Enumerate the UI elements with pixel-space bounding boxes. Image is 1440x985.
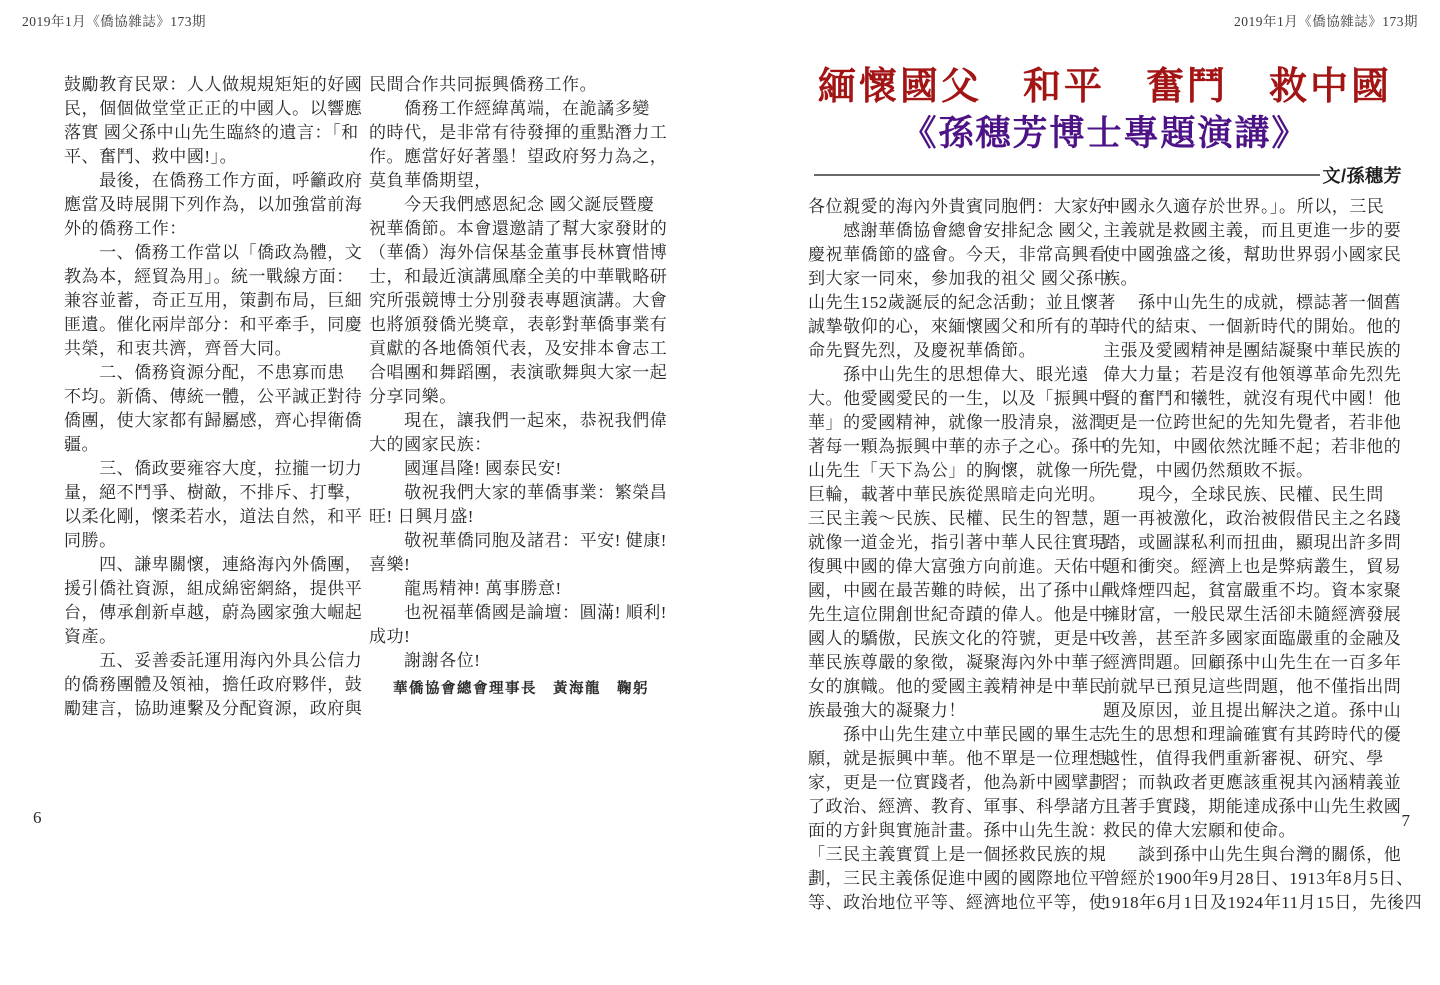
text-line: 時代的結束、一個新時代的開始。他的: [1103, 317, 1402, 336]
text-line: 現在，讓我們一起來，恭祝我們偉: [369, 411, 668, 430]
left-page-column-2: [369, 73, 671, 673]
text-line: 落實 國父孫中山先生臨終的遺言：「和: [64, 123, 359, 142]
text-line: 感謝華僑協會總會安排紀念 國父，: [808, 221, 1112, 240]
text-line: 習；而執政者更應該重視其內涵精義並: [1103, 773, 1402, 792]
text-line: 主張及愛國精神是團結凝聚中華民族的: [1103, 341, 1402, 360]
text-line: 究所張競博士分別發表專題演講。大會: [369, 291, 668, 310]
text-line: 旺! 日興月盛!: [369, 507, 474, 526]
text-line: 貢獻的各地僑領代表，及安排本會志工: [369, 339, 668, 358]
text-line: 以柔化剛，懷柔若水，道法自然，和平: [64, 507, 363, 526]
chairman-signature: 華僑協會總會理事長 黃海龍 鞠躬: [393, 681, 649, 697]
text-line: 也祝福華僑國是論壇：圓滿! 順利!: [369, 603, 668, 622]
text-line: 各位親愛的海內外貴賓同胞們：大家好!: [808, 197, 1113, 216]
text-line: 願，就是振興中華。他不單是一位理想: [808, 749, 1107, 768]
text-line: 先生的思想和理論確實有其跨時代的優: [1103, 725, 1402, 744]
text-line: 四、謙卑關懷，連絡海內外僑團，: [64, 555, 363, 574]
text-line: 疆。: [64, 435, 100, 454]
text-line: 大的國家民族：: [369, 435, 492, 454]
text-line: 1918年6月1日及1924年11月15日，先後四: [1103, 893, 1423, 912]
text-line: 前就早已預見這些問題，他不僅指出問: [1103, 677, 1402, 696]
text-line: 主義就是救國主義，而且更進一步的要: [1103, 221, 1402, 240]
text-line: 兼容並蓄，奇正互用，策劃布局，巨細: [64, 291, 363, 310]
text-line: 先覺，中國仍然頹敗不振。: [1103, 461, 1314, 480]
byline-author: 文/孫穗芳: [1322, 166, 1402, 186]
text-line: 使中國強盛之後，幫助世界弱小國家民: [1103, 245, 1402, 264]
text-line: 合唱團和舞蹈團，表演歌舞與大家一起: [369, 363, 668, 382]
text-line: 華」的愛國精神，就像一股清泉，滋潤: [808, 413, 1107, 432]
text-line: 僑務工作經緯萬端，在詭譎多變: [369, 99, 650, 118]
text-line: 題一再被激化，政治被假借民主之名踐: [1103, 509, 1402, 528]
article-title-sub: 《孫穗芳博士專題演講》: [901, 114, 1309, 153]
text-line: （華僑）海外信保基金董事長林寶惜博: [369, 243, 668, 262]
text-line: 勵建言，協助連繫及分配資源，政府與: [64, 699, 363, 718]
text-line: 成功!: [369, 627, 411, 646]
text-line: 賢的奮鬥和犧牲，就沒有現代中國！他: [1103, 389, 1402, 408]
text-line: 分享同樂。: [369, 387, 457, 406]
text-line: 大。他愛國愛民的一生，以及「振興中: [808, 389, 1107, 408]
text-line: 巨輪，載著中華民族從黑暗走向光明。: [808, 485, 1107, 504]
text-line: 題及原因，並且提出解決之道。孫中山: [1103, 701, 1402, 720]
text-line: 五、妥善委託運用海內外具公信力: [64, 651, 363, 670]
text-line: 「三民主義實質上是一個拯救民族的規: [808, 845, 1107, 864]
text-line: 命先賢先烈，及慶祝華僑節。: [808, 341, 1037, 360]
running-header-right: 2019年1月《僑協雜誌》173期: [1234, 14, 1418, 29]
left-page-column-1: [64, 73, 366, 721]
text-line: 到大家一同來，參加我的祖父 國父孫中: [808, 269, 1112, 288]
text-line: 誠摯敬仰的心，來緬懷國父和所有的革: [808, 317, 1107, 336]
text-line: 改善，甚至許多國家面臨嚴重的金融及: [1103, 629, 1402, 648]
text-line: 教為本，經貿為用」。統一戰線方面：: [64, 267, 354, 286]
text-line: 先生這位開創世紀奇蹟的偉人。他是中: [808, 605, 1107, 624]
text-line: 二、僑務資源分配，不患寡而患: [64, 363, 345, 382]
text-line: 就像一道金光，指引著中華人民往實現: [808, 533, 1107, 552]
byline-row: [814, 162, 1402, 188]
text-line: 士，和最近演講風靡全美的中華戰略研: [369, 267, 668, 286]
article-title-block: [808, 64, 1402, 156]
text-line: 中國永久適存於世界。」。所以，三民: [1103, 197, 1385, 216]
text-line: 祝華僑節。本會還邀請了幫大家發財的: [369, 219, 668, 238]
text-line: 敬祝我們大家的華僑事業：繁榮昌: [369, 483, 668, 502]
text-line: 最後，在僑務工作方面，呼籲政府: [64, 171, 363, 190]
text-line: 孫中山先生的思想偉大、眼光遠: [808, 365, 1089, 384]
text-line: 等、政治地位平等、經濟地位平等，使: [808, 893, 1107, 912]
text-line: 喜樂!: [369, 555, 411, 574]
text-line: 莫負華僑期望，: [369, 171, 492, 190]
text-line: 民，個個做堂堂正正的中國人。以響應: [64, 99, 363, 118]
text-line: 家，更是一位實踐者，他為新中國擘劃: [808, 773, 1107, 792]
text-line: 鼓勵教育民眾：人人做規規矩矩的好國: [64, 75, 363, 94]
text-line: 敬祝華僑同胞及諸君：平安! 健康!: [369, 531, 668, 550]
text-line: 僑團，使大家都有歸屬感，齊心捍衛僑: [64, 411, 363, 430]
text-line: 踏，或圖謀私利而扭曲，顯現出許多問: [1103, 533, 1402, 552]
page-number-7: 7: [1401, 811, 1410, 830]
text-line: 匪遺。催化兩岸部分：和平牽手，同慶: [64, 315, 363, 334]
text-line: 謝謝各位!: [369, 651, 481, 670]
text-line: 也將頒發僑光獎章，表彰對華僑事業有: [369, 315, 668, 334]
text-line: 國運昌隆! 國泰民安!: [369, 459, 562, 478]
text-line: 族。: [1103, 269, 1139, 288]
text-line: 外的僑務工作：: [64, 219, 187, 238]
text-line: 劃，三民主義係促進中國的國際地位平: [808, 869, 1107, 888]
byline-rule: [814, 174, 1320, 176]
text-line: 慶祝華僑節的盛會。今天，非常高興看: [808, 245, 1107, 264]
text-line: 三民主義～民族、民權、民生的智慧，: [808, 509, 1107, 528]
text-line: 著每一顆為振興中華的赤子之心。孫中: [808, 437, 1107, 456]
text-line: 三、僑政要雍容大度，拉攏一切力: [64, 459, 363, 478]
running-header-left: 2019年1月《僑協雜誌》173期: [22, 14, 206, 29]
page-number-6: 6: [33, 808, 42, 827]
text-line: 孫中山先生的成就，標誌著一個舊: [1103, 293, 1402, 312]
text-line: 面的方針與實施計畫。孫中山先生說：: [808, 821, 1107, 840]
text-line: 更是一位跨世紀的先知先覺者，若非他: [1103, 413, 1402, 432]
text-line: 今天我們感恩紀念 國父誕辰暨慶: [369, 195, 655, 214]
text-line: 戰烽煙四起，貧富嚴重不均。資本家聚: [1103, 581, 1402, 600]
text-line: 國，中國在最苦難的時候，出了孫中山: [808, 581, 1107, 600]
text-line: 救民的偉大宏願和使命。: [1103, 821, 1297, 840]
text-line: 現今，全球民族、民權、民生問: [1103, 485, 1384, 504]
text-line: 共榮，和衷共濟，齊晉大同。: [64, 339, 293, 358]
text-line: 族最強大的凝聚力！: [808, 701, 966, 720]
text-line: 復興中國的偉大富強方向前進。天佑中: [808, 557, 1107, 576]
text-line: 孫中山先生建立中華民國的畢生志: [808, 725, 1107, 744]
text-line: 擁財富，一般民眾生活卻未隨經濟發展: [1103, 605, 1402, 624]
text-line: 的僑務團體及領袖，擔任政府夥伴，鼓: [64, 675, 363, 694]
text-line: 偉大力量；若是沒有他領導革命先烈先: [1103, 365, 1402, 384]
text-line: 題和衝突。經濟上也是弊病叢生，貿易: [1103, 557, 1402, 576]
text-line: 的先知，中國依然沈睡不起；若非他的: [1103, 437, 1402, 456]
text-line: 曾經於1900年9月28日、1913年8月5日、: [1103, 869, 1414, 888]
text-line: 同勝。: [64, 531, 117, 550]
text-line: 不均。新僑、傳統一體，公平誠正對待: [64, 387, 363, 406]
text-line: 國人的驕傲，民族文化的符號，更是中: [808, 629, 1107, 648]
text-line: 山先生「天下為公」的胸懷，就像一所: [808, 461, 1107, 480]
text-line: 民間合作共同振興僑務工作。: [369, 75, 598, 94]
text-line: 的時代，是非常有待發揮的重點潛力工: [369, 123, 668, 142]
text-line: 經濟問題。回顧孫中山先生在一百多年: [1103, 653, 1402, 672]
text-line: 女的旗幟。他的愛國主義精神是中華民: [808, 677, 1107, 696]
right-page-column-1: [808, 195, 1116, 915]
text-line: 援引僑社資源，組成綿密網絡，提供平: [64, 579, 363, 598]
article-title-main: 緬懷國父 和平 奮鬥 救中國: [817, 66, 1392, 108]
text-line: 應當及時展開下列作為，以加強當前海: [64, 195, 363, 214]
text-line: 資產。: [64, 627, 117, 646]
text-line: 了政治、經濟、教育、軍事、科學諸方: [808, 797, 1107, 816]
text-line: 一、僑務工作當以「僑政為體，文: [64, 243, 363, 262]
text-line: 且著手實踐，期能達成孫中山先生救國: [1103, 797, 1402, 816]
text-line: 平、奮鬥、救中國!」。: [64, 147, 238, 166]
right-page-column-2: [1103, 195, 1423, 915]
text-line: 台，傳承創新卓越，蔚為國家強大崛起: [64, 603, 363, 622]
text-line: 談到孫中山先生與台灣的關係，他: [1103, 845, 1402, 864]
text-line: 山先生152歲誕辰的紀念活動；並且懷著: [808, 293, 1116, 312]
text-line: 作。應當好好著墨！望政府努力為之，: [369, 147, 668, 166]
text-line: 華民族尊嚴的象徵，凝聚海內外中華子: [808, 653, 1107, 672]
text-line: 量，絕不鬥爭、樹敵，不排斥、打擊，: [64, 483, 363, 502]
text-line: 越性，值得我們重新審視、研究、學: [1103, 749, 1384, 768]
text-line: 龍馬精神! 萬事勝意!: [369, 579, 562, 598]
